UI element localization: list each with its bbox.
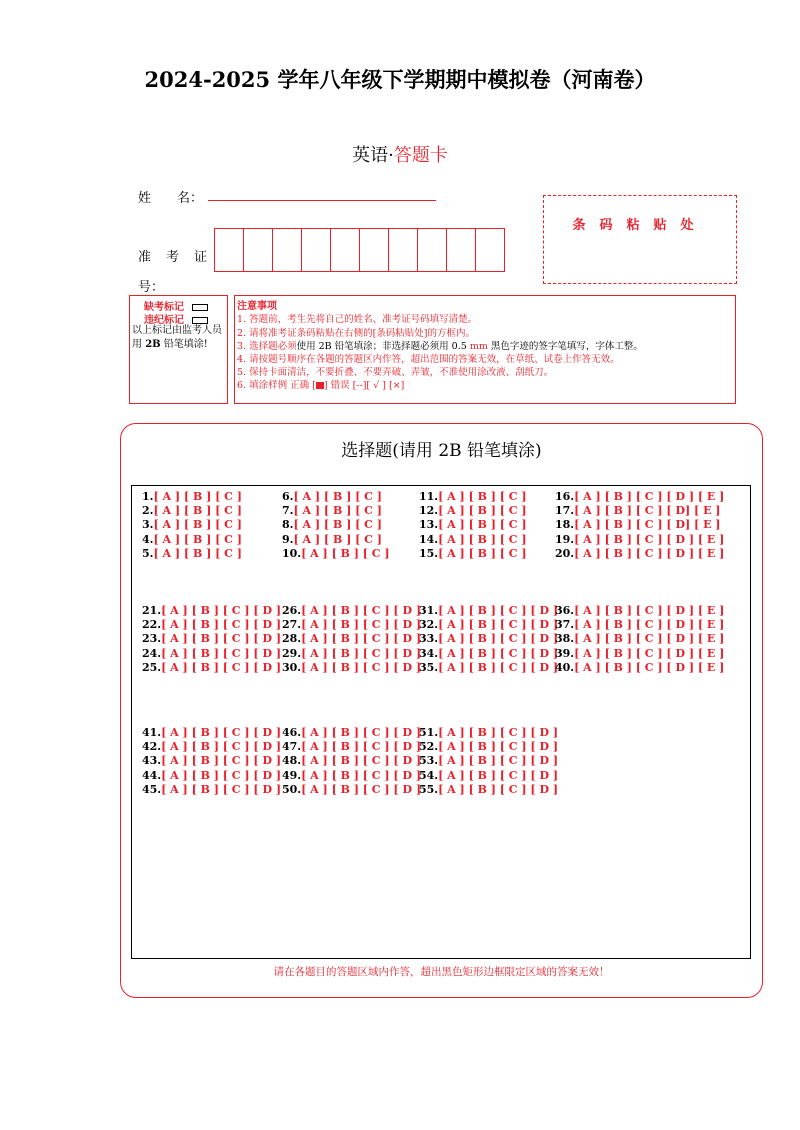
question-number: 49. (282, 768, 302, 782)
question-number: 45. (142, 782, 162, 796)
exam-id-digit-box[interactable] (331, 229, 360, 271)
question-number: 46. (282, 726, 302, 739)
barcode-label: 条码粘贴处 (572, 218, 708, 233)
mark-note-line-2 (132, 338, 227, 352)
question-row[interactable] (419, 661, 558, 675)
answer-options[interactable]: [ A ] [ B ] [ C ] (438, 490, 527, 503)
question-row[interactable] (142, 647, 281, 661)
exam-id-digit-box[interactable] (215, 229, 244, 271)
question-row[interactable] (555, 618, 724, 632)
subject-label: 英语· (352, 145, 394, 166)
answer-options[interactable]: [ A ] [ B ] [ C ] [ D ] (301, 632, 422, 646)
question-row[interactable] (282, 518, 382, 532)
answer-options[interactable]: [ A ] [ B ] [ C ] (293, 490, 382, 503)
question-number: 39. (555, 646, 575, 660)
exam-id-label: 准 考 证 (138, 250, 209, 265)
answer-options[interactable]: [ A ] [ B ] [ C ] [ D ] (301, 646, 422, 660)
filled-square-icon (316, 382, 324, 389)
question-row[interactable] (419, 647, 558, 661)
question-row[interactable] (282, 547, 390, 561)
answer-options[interactable]: [ A ] [ B ] [ C ] [ D ] (161, 646, 282, 660)
question-row[interactable] (419, 740, 558, 754)
question-number: 38. (555, 632, 575, 646)
question-number: 6. (282, 490, 294, 503)
answer-options[interactable]: [ A ] [ B ] [ C ] [ D ] [ E ] (574, 618, 725, 632)
question-number: 53. (419, 754, 439, 768)
question-number: 7. (282, 504, 294, 518)
question-number: 8. (282, 518, 294, 532)
notice-item-3b: 使用 2B 铅笔填涂；非选择题必须用 0.5 (296, 341, 470, 352)
question-row[interactable] (142, 661, 281, 675)
answer-options[interactable]: [ A ] [ B ] [ C ] [ D ] (161, 768, 282, 782)
question-row[interactable] (419, 632, 558, 646)
question-number: 26. (282, 604, 302, 617)
absent-mark-label: 缺考标记 (144, 302, 184, 313)
question-row[interactable] (282, 754, 421, 768)
answer-options[interactable]: [ A ] [ B ] [ C ] [ D ] (161, 782, 282, 796)
question-number: 29. (282, 646, 302, 660)
answer-options[interactable]: [ A ] [ B ] [ C ] (438, 518, 527, 532)
exam-id-digit-box[interactable] (244, 229, 273, 271)
question-number: 35. (419, 660, 439, 674)
question-row[interactable] (142, 783, 281, 797)
question-row[interactable] (419, 533, 527, 547)
exam-id-digit-box[interactable] (476, 229, 504, 271)
answer-options[interactable]: [ A ] [ B ] [ C ] [ D ] (301, 726, 422, 739)
exam-id-label-suffix: 号： (138, 280, 165, 295)
answer-options[interactable]: [ A ] [ B ] [ C ] [ D ] [ E ] (574, 532, 725, 546)
answer-options[interactable]: [ A ] [ B ] [ C ] [ D ] (438, 646, 559, 660)
question-row[interactable] (419, 518, 527, 532)
question-row[interactable] (282, 604, 421, 618)
question-row[interactable] (282, 647, 421, 661)
violation-mark-checkbox[interactable] (192, 317, 208, 324)
answer-options[interactable]: [ A ] [ B ] [ C ] [ D ] [ E ] (574, 546, 725, 560)
question-number: 20. (555, 546, 575, 560)
choice-section (120, 423, 763, 998)
question-number: 10. (282, 546, 302, 560)
question-number: 41. (142, 726, 162, 739)
exam-id-digit-box[interactable] (273, 229, 302, 271)
question-number: 22. (142, 618, 162, 632)
question-number: 25. (142, 660, 162, 674)
answer-options[interactable]: [ A ] [ B ] [ C ] (293, 532, 382, 546)
question-row[interactable] (555, 504, 720, 518)
question-row[interactable] (142, 740, 281, 754)
question-number: 43. (142, 754, 162, 768)
mark-note-bold: 2B (145, 339, 161, 350)
question-row[interactable] (282, 740, 421, 754)
answer-options[interactable]: [ A ] [ B ] [ C ] [ D ] (161, 618, 282, 632)
question-number: 21. (142, 604, 162, 617)
absent-mark-checkbox[interactable] (192, 304, 208, 311)
question-row[interactable] (282, 632, 421, 646)
answer-options[interactable]: [ A ] [ B ] [ C ] (293, 518, 382, 532)
question-row[interactable] (419, 504, 527, 518)
page-title: 2024-2025 学年八年级下学期期中模拟卷（河南卷） (144, 67, 656, 92)
exam-id-digit-box[interactable] (360, 229, 389, 271)
question-number: 51. (419, 726, 439, 739)
question-row[interactable] (282, 618, 421, 632)
name-field-line[interactable] (208, 200, 436, 201)
answer-options[interactable]: [ A ] [ B ] [ C ] [ D ] (301, 740, 422, 754)
answer-options[interactable]: [ A ] [ B ] [ C ] [ D ] (301, 604, 422, 617)
question-number: 23. (142, 632, 162, 646)
notice-item-3 (237, 338, 643, 352)
answer-options[interactable]: [ A ] [ B ] [ C ] (153, 518, 242, 532)
question-number: 16. (555, 490, 575, 503)
answer-options[interactable]: [ A ] [ B ] [ C ] (153, 490, 242, 503)
question-row[interactable] (419, 769, 558, 783)
answer-options[interactable]: [ A ] [ B ] [ C ] [ D ] (438, 726, 559, 739)
question-row[interactable] (142, 533, 242, 547)
question-row[interactable] (142, 632, 281, 646)
question-number: 28. (282, 632, 302, 646)
card-label: 答题卡 (393, 145, 448, 166)
question-row[interactable] (142, 504, 242, 518)
answer-options[interactable]: [ A ] [ B ] [ C ] [ D ] (438, 618, 559, 632)
notice-item-6 (237, 377, 404, 391)
answer-options[interactable]: [ A ] [ B ] [ C ] [ D ] (438, 740, 559, 754)
notice-item-3d: 黑色字迹的签字笔填写，字体工整。 (487, 341, 643, 352)
question-number: 13. (419, 518, 439, 532)
question-number: 42. (142, 740, 162, 754)
notice-item-6a: 6. 填涂样例 正确 [ (237, 380, 316, 391)
question-row[interactable] (419, 754, 558, 768)
question-number: 12. (419, 504, 439, 518)
answer-options[interactable]: [ A ] [ B ] [ C ] [ D] [ E ] (574, 504, 721, 518)
question-row[interactable] (142, 518, 242, 532)
question-number: 3. (142, 518, 154, 532)
choice-section-title: 选择题(请用 2B 铅笔填涂) (341, 441, 542, 461)
question-row[interactable] (142, 726, 281, 740)
question-row[interactable] (142, 604, 281, 618)
question-number: 15. (419, 546, 439, 560)
answer-options[interactable]: [ A ] [ B ] [ C ] [ D ] (438, 604, 559, 617)
question-number: 40. (555, 660, 575, 674)
question-row[interactable] (282, 726, 421, 740)
notice-item-3a: 3. 选择题必须 (237, 341, 297, 352)
question-number: 52. (419, 740, 439, 754)
question-number: 37. (555, 618, 575, 632)
question-row[interactable] (142, 547, 242, 561)
card-subtitle (0, 141, 800, 167)
question-number: 19. (555, 532, 575, 546)
question-row[interactable] (419, 726, 558, 740)
answer-options[interactable]: [ A ] [ B ] [ C ] [ D ] (161, 632, 282, 646)
answer-options[interactable]: [ A ] [ B ] [ C ] [ D ] (161, 604, 282, 617)
question-number: 50. (282, 782, 302, 796)
question-number: 27. (282, 618, 302, 632)
question-row[interactable] (555, 518, 720, 532)
question-number: 34. (419, 646, 439, 660)
answer-options[interactable]: [ A ] [ B ] [ C ] [ D ] (161, 754, 282, 768)
question-number: 44. (142, 768, 162, 782)
answer-options[interactable]: [ A ] [ B ] [ C ] (438, 532, 527, 546)
answer-options[interactable]: [ A ] [ B ] [ C ] [ D ] [ E ] (574, 604, 725, 617)
answer-options[interactable]: [ A ] [ B ] [ C ] [ D ] (438, 754, 559, 768)
notice-box (234, 295, 736, 404)
question-number: 11. (419, 490, 439, 503)
question-row[interactable] (282, 769, 421, 783)
notice-item-3c: mm (469, 341, 488, 352)
answer-options[interactable]: [ A ] [ B ] [ C ] [ D ] (301, 768, 422, 782)
answer-options[interactable]: [ A ] [ B ] [ C ] [ D ] (438, 660, 559, 674)
exam-id-digit-box[interactable] (418, 229, 447, 271)
answer-options[interactable]: [ A ] [ B ] [ C ] [ D ] (301, 782, 422, 796)
answer-options[interactable]: [ A ] [ B ] [ C ] [ D ] (438, 782, 559, 796)
question-row[interactable] (555, 490, 724, 504)
question-row[interactable] (282, 490, 382, 504)
question-row[interactable] (282, 783, 421, 797)
mark-box (129, 295, 228, 404)
answer-options[interactable]: [ A ] [ B ] [ C ] [ D ] [ E ] (574, 646, 725, 660)
question-number: 55. (419, 782, 439, 796)
question-number: 30. (282, 660, 302, 674)
question-number: 33. (419, 632, 439, 646)
answer-options[interactable]: [ A ] [ B ] [ C ] [ D ] (161, 660, 282, 674)
notice-title: 注意事项 (237, 301, 277, 312)
question-row[interactable] (419, 618, 558, 632)
answer-options[interactable]: [ A ] [ B ] [ C ] [ D ] (301, 754, 422, 768)
notice-item-4: 4. 请按题号顺序在各题的答题区内作答，超出范围的答案无效，在草纸、试卷上作答无效。 (237, 354, 620, 365)
answer-options[interactable]: [ A ] [ B ] [ C ] (153, 546, 242, 560)
mark-note (132, 324, 227, 352)
answer-area (131, 485, 751, 959)
name-label: 姓 名： (138, 191, 204, 206)
exam-id-digit-box[interactable] (447, 229, 476, 271)
question-number: 32. (419, 618, 439, 632)
question-number: 17. (555, 504, 575, 518)
question-row[interactable] (419, 490, 527, 504)
question-number: 18. (555, 518, 575, 532)
answer-options[interactable]: [ A ] [ B ] [ C ] [ D ] [ E ] (574, 660, 725, 674)
question-row[interactable] (142, 490, 242, 504)
notice-item-2: 2. 请将准考证条码粘贴在右侧的[条码粘贴处]的方框内。 (237, 328, 475, 339)
question-row[interactable] (555, 604, 724, 618)
answer-options[interactable]: [ A ] [ B ] [ C ] [ D ] (161, 740, 282, 754)
exam-id-digit-box[interactable] (389, 229, 418, 271)
answer-options[interactable]: [ A ] [ B ] [ C ] [ D ] (161, 726, 282, 739)
mark-note-pre: 用 (132, 339, 146, 350)
exam-id-boxes[interactable] (214, 228, 505, 272)
answer-options[interactable]: [ A ] [ B ] [ C ] [ D ] [ E ] (574, 490, 725, 503)
question-row[interactable] (282, 533, 382, 547)
answer-options[interactable]: [ A ] [ B ] [ C ] (153, 532, 242, 546)
question-row[interactable] (419, 783, 558, 797)
question-number: 36. (555, 604, 575, 617)
mark-note-line-1: 以上标记由监考人员 (132, 325, 222, 336)
answer-options[interactable]: [ A ] [ B ] [ C ] (293, 504, 382, 518)
question-row[interactable] (419, 547, 527, 561)
question-number: 1. (142, 490, 154, 503)
violation-mark-label: 违纪标记 (144, 315, 184, 326)
mark-note-post: 铅笔填涂! (160, 339, 208, 350)
question-row[interactable] (555, 647, 724, 661)
question-row[interactable] (555, 661, 724, 675)
question-row[interactable] (142, 769, 281, 783)
answer-options[interactable]: [ A ] [ B ] [ C ] [ D] [ E ] (574, 518, 721, 532)
question-row[interactable] (555, 533, 724, 547)
question-number: 31. (419, 604, 439, 617)
answer-options[interactable]: [ A ] [ B ] [ C ] (301, 546, 390, 560)
answer-options[interactable]: [ A ] [ B ] [ C ] (153, 504, 242, 518)
notice-item-5: 5. 保持卡面清洁，不要折叠、不要弄破、弄皱，不准使用涂改液、刮纸刀。 (237, 367, 554, 378)
question-row[interactable] (142, 754, 281, 768)
exam-id-digit-box[interactable] (302, 229, 331, 271)
answer-options[interactable]: [ A ] [ B ] [ C ] [ D ] (301, 618, 422, 632)
answer-options[interactable]: [ A ] [ B ] [ C ] (438, 504, 527, 518)
question-row[interactable] (419, 604, 558, 618)
question-number: 9. (282, 532, 294, 546)
question-number: 4. (142, 532, 154, 546)
question-number: 5. (142, 546, 154, 560)
answer-options[interactable]: [ A ] [ B ] [ C ] [ D ] (301, 660, 422, 674)
question-number: 48. (282, 754, 302, 768)
answer-options[interactable]: [ A ] [ B ] [ C ] [ D ] [ E ] (574, 632, 725, 646)
notice-item-1: 1. 答题前，考生先将自己的姓名、准考证号码填写清楚。 (237, 314, 478, 325)
question-row[interactable] (282, 661, 421, 675)
answer-footer-note: 请在各题目的答题区域内作答，超出黑色矩形边框限定区域的答案无效！ (273, 966, 610, 978)
answer-options[interactable]: [ A ] [ B ] [ C ] [ D ] (438, 768, 559, 782)
notice-item-6b: ] 错误 [--][ √ ] [×] (323, 380, 405, 391)
barcode-area (543, 195, 737, 284)
answer-options[interactable]: [ A ] [ B ] [ C ] (438, 546, 527, 560)
question-row[interactable] (282, 504, 382, 518)
question-row[interactable] (555, 547, 724, 561)
question-number: 47. (282, 740, 302, 754)
answer-options[interactable]: [ A ] [ B ] [ C ] [ D ] (438, 632, 559, 646)
question-row[interactable] (555, 632, 724, 646)
question-number: 14. (419, 532, 439, 546)
question-row[interactable] (142, 618, 281, 632)
question-number: 54. (419, 768, 439, 782)
question-number: 2. (142, 504, 154, 518)
question-number: 24. (142, 646, 162, 660)
